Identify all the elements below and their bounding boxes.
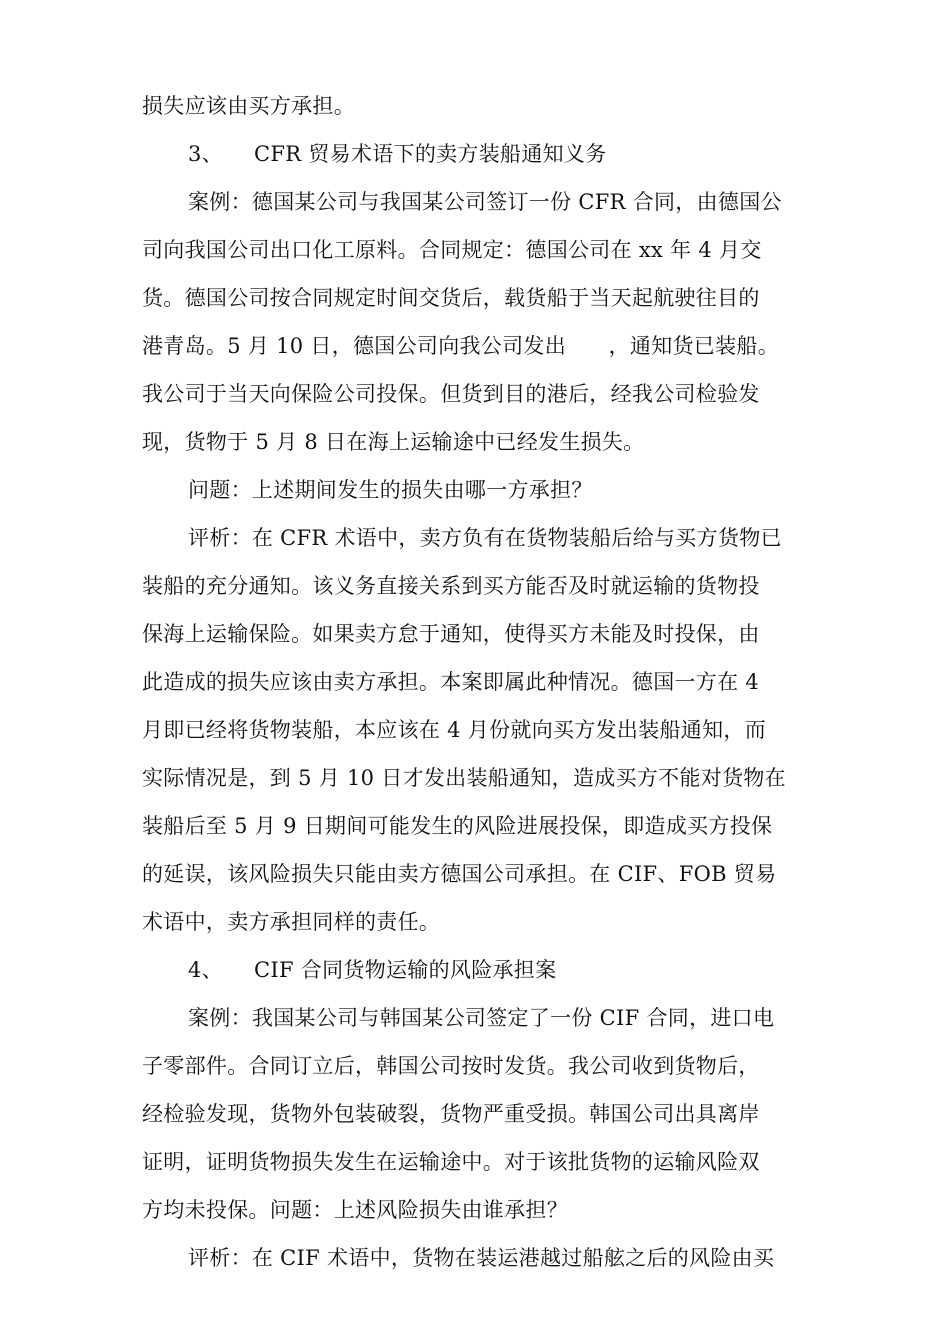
paragraph-line: 装船的充分通知。该义务直接关系到买方能否及时就运输的货物投	[142, 574, 760, 598]
paragraph-line: 的延误，该风险损失只能由卖方德国公司承担。在 CIF、FOB 贸易	[142, 862, 777, 886]
paragraph-line: 评析：在 CIF 术语中，货物在装运港越过船舷之后的风险由买	[188, 1246, 775, 1270]
paragraph-line: 方均未投保。问题：上述风险损失由谁承担？	[142, 1198, 568, 1222]
section-number: 4、	[188, 958, 223, 982]
paragraph-line: 证明，证明货物损失发生在运输途中。对于该批货物的运输风险双	[142, 1150, 760, 1174]
paragraph-line: 装船后至 5 月 9 日期间可能发生的风险进展投保，即造成买方投保	[142, 814, 773, 838]
paragraph-line: 港青岛。5 月 10 日，德国公司向我公司发出 ，通知货已装船。	[142, 334, 780, 358]
paragraph-line: 子零部件。合同订立后，韩国公司按时发货。我公司收到货物后，	[142, 1054, 760, 1078]
document-body	[142, 82, 812, 1282]
paragraph-line: 我公司于当天向保险公司投保。但货到目的港后，经我公司检验发	[142, 382, 760, 406]
paragraph-line: 月即已经将货物装船，本应该在 4 月份就向买方发出装船通知，而	[142, 718, 767, 742]
paragraph-line: 问题：上述期间发生的损失由哪一方承担？	[188, 478, 593, 502]
section-heading-4	[142, 946, 812, 994]
paragraph-line: 评析：在 CFR 术语中，卖方负有在货物装船后给与买方货物已	[188, 526, 782, 550]
paragraph-line: 案例：我国某公司与韩国某公司签定了一份 CIF 合同，进口电	[188, 1006, 775, 1030]
paragraph-line: 损失应该由买方承担。	[142, 94, 355, 118]
paragraph-line: 现，货物于 5 月 8 日在海上运输途中已经发生损失。	[142, 430, 645, 454]
paragraph-line: 货。德国公司按合同规定时间交货后，载货船于当天起航驶往目的	[142, 286, 760, 310]
paragraph-line: 术语中，卖方承担同样的责任。	[142, 910, 441, 934]
section-title: CIF 合同货物运输的风险承担案	[254, 958, 557, 982]
section-heading-3	[142, 130, 812, 178]
paragraph-line: 保海上运输保险。如果卖方怠于通知，使得买方未能及时投保，由	[142, 622, 760, 646]
section-title: CFR 贸易术语下的卖方装船通知义务	[254, 142, 607, 166]
paragraph-line: 实际情况是，到 5 月 10 日才发出装船通知，造成买方不能对货物在	[142, 766, 786, 790]
paragraph-line: 经检验发现，货物外包装破裂，货物严重受损。韩国公司出具离岸	[142, 1102, 760, 1126]
paragraph-line: 案例：德国某公司与我国某公司签订一份 CFR 合同，由德国公	[188, 190, 782, 214]
section-number: 3、	[188, 142, 223, 166]
paragraph-line: 此造成的损失应该由卖方承担。本案即属此种情况。德国一方在 4	[142, 670, 760, 694]
paragraph-line: 司向我国公司出口化工原料。合同规定：德国公司在 xx 年 4 月交	[142, 238, 762, 262]
